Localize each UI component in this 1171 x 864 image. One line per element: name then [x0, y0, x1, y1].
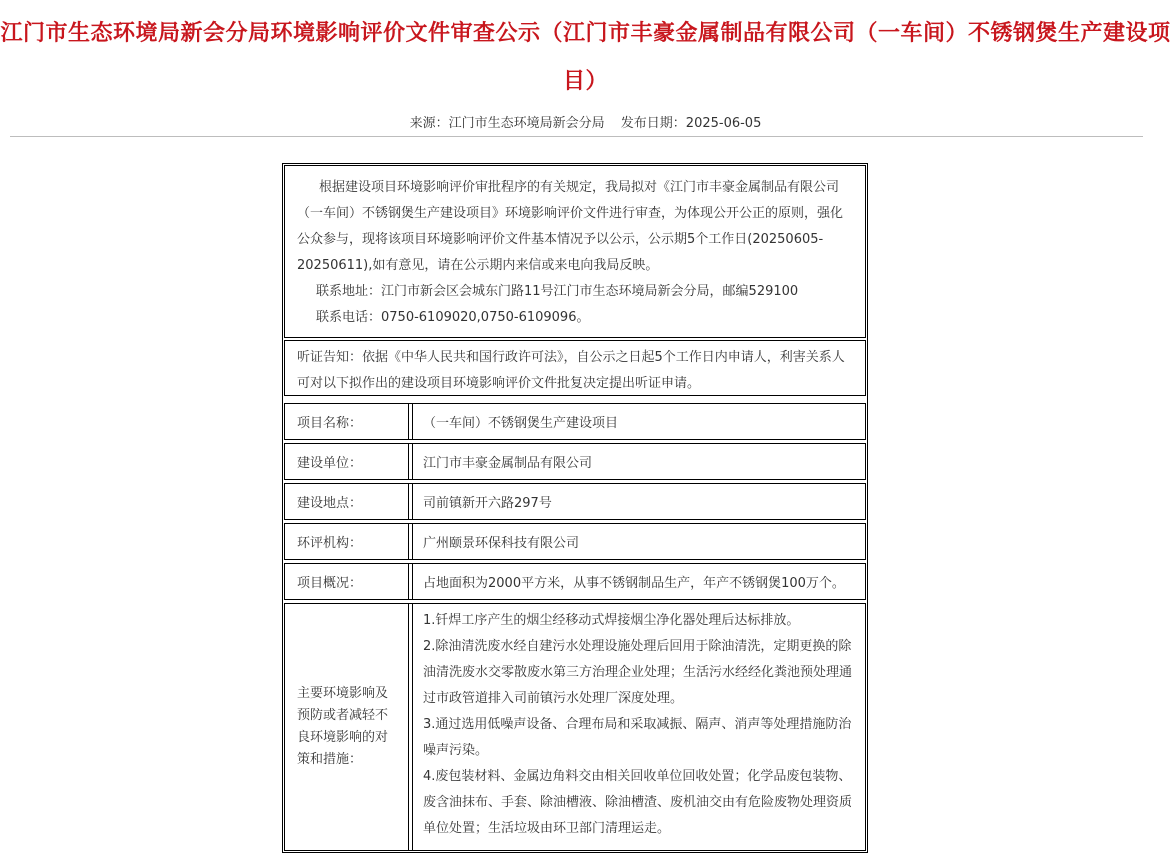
table-row: [284, 443, 866, 480]
measure-item: 1.钎焊工序产生的烟尘经移动式焊接烟尘净化器处理后达标排放。: [423, 613, 800, 628]
row-value: 江门市丰豪金属制品有限公司: [412, 444, 865, 479]
table-row: [284, 403, 866, 440]
row-label: 项目概况：: [285, 564, 409, 599]
measures-list: [412, 604, 865, 850]
row-value: 广州颐景环保科技有限公司: [412, 524, 865, 559]
publish-date: 发布日期：2025-06-05: [620, 116, 762, 131]
row-value: 占地面积为2000平方米，从事不锈钢制品生产，年产不锈钢煲100万个。: [412, 564, 865, 599]
row-label: 项目名称：: [285, 404, 409, 439]
divider: [10, 136, 1143, 137]
row-label: 环评机构：: [285, 524, 409, 559]
hearing-notice: 听证告知：依据《中华人民共和国行政许可法》，自公示之日起5个工作日内申请人，利害关系人可对以下拟作出的建设项目环境影响评价文件批复决定提出听证申请。: [284, 340, 866, 396]
page-title: 江门市生态环境局新会分局环境影响评价文件审查公示（江门市丰豪金属制品有限公司（一车间）不锈钢煲生产建设项目）: [0, 21, 1171, 94]
row-label: 建设地点：: [285, 484, 409, 519]
source-text: 来源：江门市生态环境局新会分局: [409, 116, 605, 131]
measure-item: 4.废包装材料、金属边角料交由相关回收单位回收处置；化学品废包装物、废含油抹布、手套、除油槽液、除油槽渣、废机油交由有危险废物处理资质单位处置；生活垃圾由环卫部门清理运走。: [423, 769, 853, 836]
intro-paragraph: 根据建设项目环境影响评价审批程序的有关规定，我局拟对《江门市丰豪金属制品有限公司（一车间）不锈钢煲生产建设项目》环境影响评价文件进行审查，为体现公开公正的原则，强化公众参与，现将该项目环境影响评价文件基本情况予以公示，公示期5个工作日(20250605-20250611),如有意见，请在公示期内来信或来电向我局反映。: [297, 180, 844, 273]
measures-row: [284, 603, 866, 851]
measure-item: 2.除油清洗废水经自建污水处理设施处理后回用于除油清洗，定期更换的除油清洗废水交零散废水第三方治理企业处理；生活污水经经化粪池预处理通过市政管道排入司前镇污水处理厂深度处理。: [423, 639, 853, 706]
article-meta: [0, 112, 1171, 131]
table-row: [284, 563, 866, 600]
row-value: （一车间）不锈钢煲生产建设项目: [412, 404, 865, 439]
row-value: 司前镇新开六路297号: [412, 484, 865, 519]
intro-section: [284, 165, 866, 338]
announcement-table: [282, 163, 868, 853]
table-row: [284, 523, 866, 560]
table-row: [284, 483, 866, 520]
row-label: 建设单位：: [285, 444, 409, 479]
contact-phone: 联系电话：0750-6109020,0750-6109096。: [316, 310, 590, 325]
measure-item: 3.通过选用低噪声设备、合理布局和采取减振、隔声、消声等处理措施防治噪声污染。: [423, 717, 852, 758]
contact-address: 联系地址：江门市新会区会城东门路11号江门市生态环境局新会分局，邮编529100: [316, 284, 799, 299]
measures-label: 主要环境影响及预防或者减轻不良环境影响的对策和措施：: [285, 604, 409, 850]
